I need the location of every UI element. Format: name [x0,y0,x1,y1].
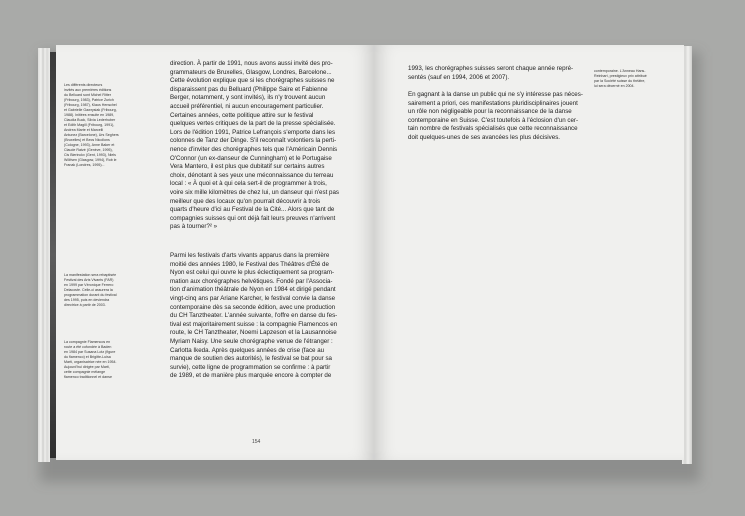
page-number: 154 [252,439,261,445]
margin-note-directors: Les différents directeurs invités aux premières éditions du Belluard sont Michel Ritter (Fribourg, 1983), Patrice Zurich (Fribourg, 1987), Klaus Henschel et Gabrielle Gawrysiak (Fribourg, 1988). Initiées ensuite en 1989, Claudia Buck, Silvia Lederhuber et Edith Magill (Fribourg, 1991), Andrea Marte et Marcelli Antunez (Barcelone), Urs Seghers (Bruxelles) et Becs Nicollons (Cologne, 1993), Anne Baker et Claude Ratzé (Genève, 1995), Cis Bierinckx (Gent, 1993), Niels Wölfsen (Glasgow, 1994), Rob le Franak (Londres, 1995)... [64,83,119,167]
body-paragraph-3: 1993, les chorégraphes suisses seront chaque année repré- sentés (sauf en 1994, 2006 et 2007). [408,65,574,81]
right-page [374,45,684,460]
margin-note-contemporaine: contemporaine. L'Anneau Hans- Reinhart, prestigieux prix attribué par la Société suisse du théâtre, lui sera décerné en 2004. [594,69,647,88]
page-edges-left [38,48,50,462]
left-page [56,45,374,460]
body-paragraph-4: En gagnant à la danse un public qui ne s'y intéresse pas néces- sairement a priori, ces manifestations pluridisciplinaires jouent un rôle non négligeable pour la reconnaissance de la danse contemporaine en Suisse. C'est toutefois à l'éclosion d'un cer- tain nombre de festivals spécialisés que cette reconnaissance doit quelques-unes de ses avancées les plus décisives. [408,91,583,141]
margin-note-flamencos: La compagnie Flamencos en route a été cofondée à Baden en 1984 par Susana Lotz (figure du flamenco) et Brigitte-Luisa Marti, organisatrice née en 1954. Aujourd'hui dirigée par Marti, cette compagnie mélange flamenco traditionnel et danse [64,340,117,379]
body-paragraph-2: Parmi les festivals d'arts vivants apparus dans la première moitié des années 1980, le Festival des Théâtres d'Été de Nyon est celui qui ouvre le plus éclectiquement sa program- mation aux chorégraphes helvétiques. Fondé par l'Associa- tion d'animation théâtrale de Nyon en 1984 et dirigé pendant vingt-cinq ans par Ariane Karcher, le festival convie la danse contemporaine dès sa seconde édition, avec une production du CH Tanztheater. L'année suivante, l'offre en danse du fes- tival est majoritairement suisse : la compagnie Flamencos en route, le CH Tanztheater, Noemi Lapzeson et la Lausannoise Myriam Naisy. Une seule chorégraphe venue de l'étranger : Carlotta Ikeda. Après quelques années de crise (face au manque de soutien des autorités), le festival se bat pour sa survie), cette ligne de programmation se confirme : à partir de 1989, et de manière plus marquée encore à compter de [170,252,338,380]
body-paragraph-1: direction. À partir de 1991, nous avons aussi invité des pro- grammateurs de Bruxelles, Glasgow, Londres, Barcelone... Cette évolution explique que si les chorégraphes suisses ne disparaissent pas du Belluard (Philippe Saire et Fabienne Berger, notamment, y sont invités), ils n'y trouvent aucun accueil préférentiel, ni aucun encouragement particulier. Certaines années, cette politique attire sur le festival quelques vertes critiques de la part de la presse spécialisée. Lors de l'édition 1991, Patrice Lefrançois s'emporte dans les colonnes de Tanz der Dinge. S'il reconnaît volontiers la perti- nence d'inviter des chorégraphes tels que l'Américain Dennis O'Connor (un ex-danseur de Cunningham) et le Portugaise Vera Mantero, il est plus que dubitatif sur certains autres choix, dénotant à ses yeux une méconnaissance du terreau local : « À quoi et à qui cela sert-il de programmer à trois, voire six mille kilomètres de chez lui, un danseur qui n'est pas meilleur que des locaux qu'on pourrait découvrir à trois quarts d'heure d'ici au Festival de la Cité... Alors que tant de compagnies suisses qui ont déjà fait leurs preuves n'arrivent pas à tourner?² » [170,60,340,231]
margin-note-far: La manifestation sera rebaptisée Festival des Arts Vivants (FAR) en 1999 par Véronique Ferrero Delacoste. Celle-ci assurera la programmation durant du festival des 1995, puis en deviendra directrice à partir de 2003. [64,273,117,307]
